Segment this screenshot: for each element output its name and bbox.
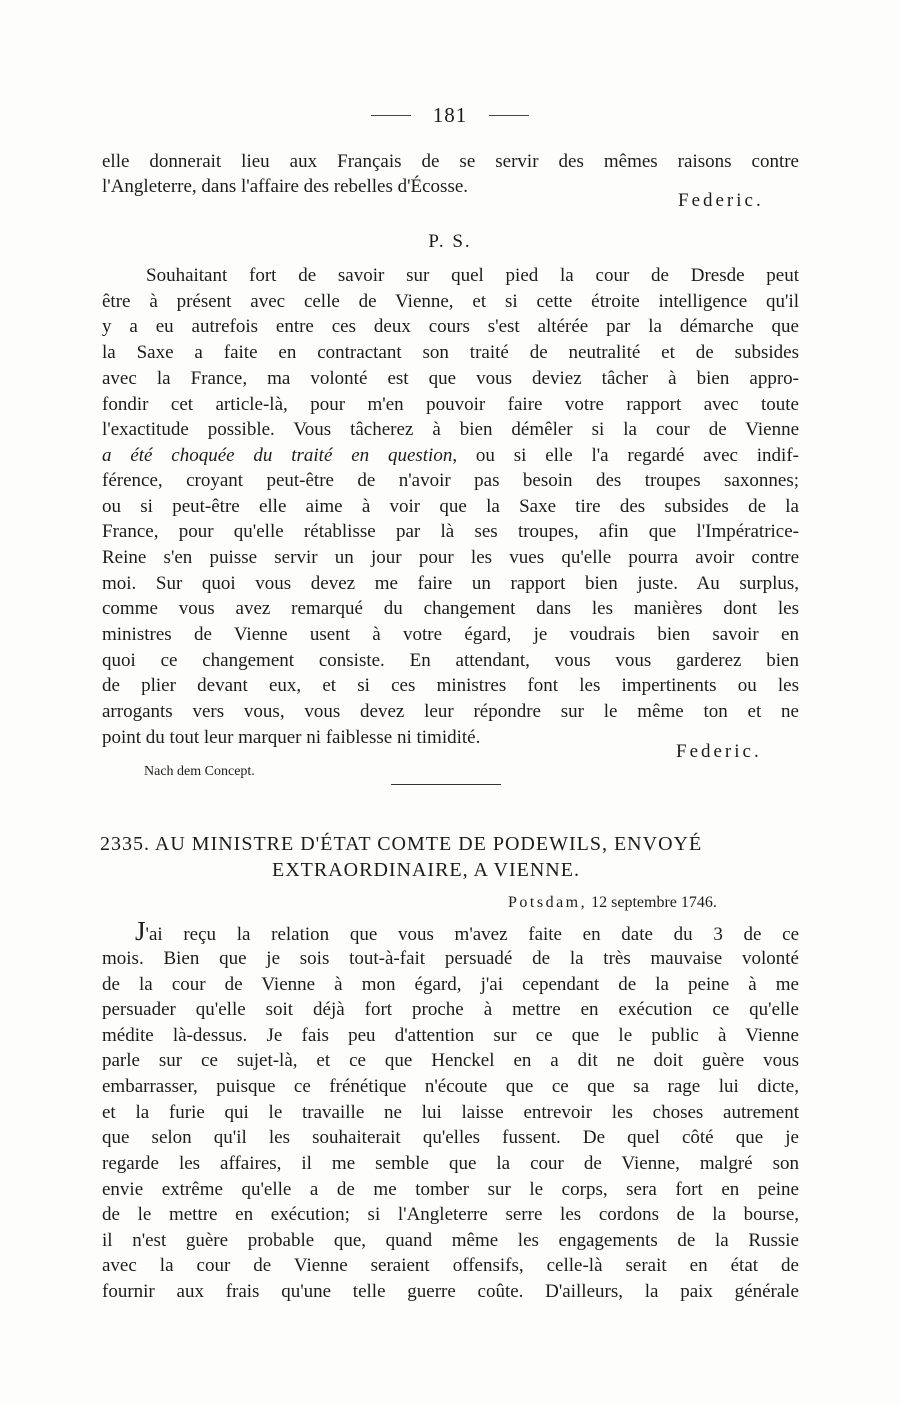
- text-run: 'ai reçu la relation que vous m'avez faite en date du 3 de ce: [145, 924, 799, 945]
- date: 12 septembre 1746.: [591, 894, 717, 911]
- text-line: avec la France, ma volonté est que vous deviez tâcher à bien appro-: [102, 368, 799, 389]
- text-line: moi. Sur quoi vous devez me faire un rapport bien juste. Au surplus,: [102, 573, 799, 594]
- text-line: embarrasser, puisque ce frénétique n'écoute que ce que sa rage lui dicte,: [102, 1076, 799, 1097]
- text-line: Reine s'en puisse servir un jour pour les vues qu'elle pourra avoir contre: [102, 547, 799, 568]
- text-line: parle sur ce sujet-là, et ce que Henckel en a dit ne doit guère vous: [102, 1050, 799, 1071]
- place: Potsdam,: [508, 894, 588, 911]
- text-line: point du tout leur marquer ni faiblesse ni timidité.: [102, 727, 481, 748]
- text-line: envie extrême qu'elle a de me tomber sur le corps, sera fort en peine: [102, 1179, 799, 1200]
- text-line: fondir cet article-là, pour m'en pouvoir faire votre rapport avec toute: [102, 394, 799, 415]
- text-line: l'Angleterre, dans l'affaire des rebelles d'Écosse.: [102, 176, 469, 197]
- letter-title-line-1: AU MINISTRE D'ÉTAT COMTE DE PODEWILS, ENVOYÉ: [154, 833, 703, 855]
- text-line: [135, 916, 799, 947]
- text-line: ministres de Vienne usent à votre égard, je voudrais bien savoir en: [102, 624, 799, 645]
- section-divider: [391, 784, 501, 785]
- page-header: [0, 98, 900, 132]
- text-line: France, pour qu'elle rétablisse par là ses troupes, afin que l'Impératrice-: [102, 521, 799, 542]
- text-line: persuader qu'elle soit déjà fort proche à mettre en exécution ce qu'elle: [102, 999, 799, 1020]
- text-line: il n'est guère probable que, quand même les engagements de la Russie: [102, 1230, 799, 1251]
- text-line: avec la cour de Vienne seraient offensifs, celle-là serait en état de: [102, 1255, 799, 1276]
- text-line: mois. Bien que je sois tout-à-fait persuadé de la très mauvaise volonté: [102, 948, 799, 969]
- signature: Federic.: [678, 190, 764, 211]
- text-line: que selon qu'il les souhaiterait qu'elles fussent. De quel côté que je: [102, 1127, 799, 1148]
- text-line: regarde les affaires, il me semble que la cour de Vienne, malgré son: [102, 1153, 799, 1174]
- text-run: , ou si elle l'a regardé avec indif-: [452, 445, 799, 466]
- letter-title-line-2: EXTRAORDINAIRE, A VIENNE.: [272, 859, 580, 881]
- italic-phrase: a été choquée du traité en question: [102, 445, 453, 466]
- text-line: être à présent avec celle de Vienne, et si cette étroite intelligence qu'il: [102, 291, 799, 312]
- text-line: elle donnerait lieu aux Français de se servir des mêmes raisons contre: [102, 151, 799, 172]
- text-line: [102, 443, 799, 468]
- drop-cap: J: [135, 916, 146, 946]
- text-line: de le mettre en exécution; si l'Angleterre serre les cordons de la bourse,: [102, 1204, 799, 1225]
- letter-heading: [100, 833, 702, 856]
- header-rule-left: [371, 115, 411, 116]
- text-line: ou si peut-être elle aime à voir que la Saxe tire des subsides de la: [102, 496, 799, 517]
- text-line: fournir aux frais qu'une telle guerre coûte. D'ailleurs, la paix générale: [102, 1281, 799, 1302]
- header-rule-right: [489, 115, 529, 116]
- letter-number: 2335.: [100, 833, 150, 855]
- postscript-heading: P. S.: [428, 231, 472, 252]
- page-number: 181: [432, 102, 468, 127]
- text-line: y a eu autrefois entre ces deux cours s'est altérée par la démarche que: [102, 316, 799, 337]
- text-line: férence, croyant peut-être de n'avoir pas besoin des troupes saxonnes;: [102, 470, 799, 491]
- place-date: [508, 894, 717, 912]
- text-line: Souhaitant fort de savoir sur quel pied la cour de Dresde peut: [146, 265, 799, 286]
- text-line: la Saxe a faite en contractant son traité de neutralité et de subsides: [102, 342, 799, 363]
- text-line: l'exactitude possible. Vous tâcherez à bien démêler si la cour de Vienne: [102, 419, 799, 440]
- text-line: de la cour de Vienne à mon égard, j'ai cependant de la peine à me: [102, 974, 799, 995]
- text-line: médite là-dessus. Je fais peu d'attention sur ce que le public à Vienne: [102, 1025, 799, 1046]
- text-line: et la furie qui le travaille ne lui laisse entrevoir les choses autrement: [102, 1102, 799, 1123]
- text-line: comme vous avez remarqué du changement dans les manières dont les: [102, 598, 799, 619]
- text-line: arrogants vers vous, vous devez leur répondre sur le même ton et ne: [102, 701, 799, 722]
- text-line: de plier devant eux, et si ces ministres font les impertinents ou les: [102, 675, 799, 696]
- text-line: quoi ce changement consiste. En attendant, vous vous garderez bien: [102, 650, 799, 671]
- source-note: Nach dem Concept.: [144, 764, 255, 779]
- signature: Federic.: [676, 741, 762, 762]
